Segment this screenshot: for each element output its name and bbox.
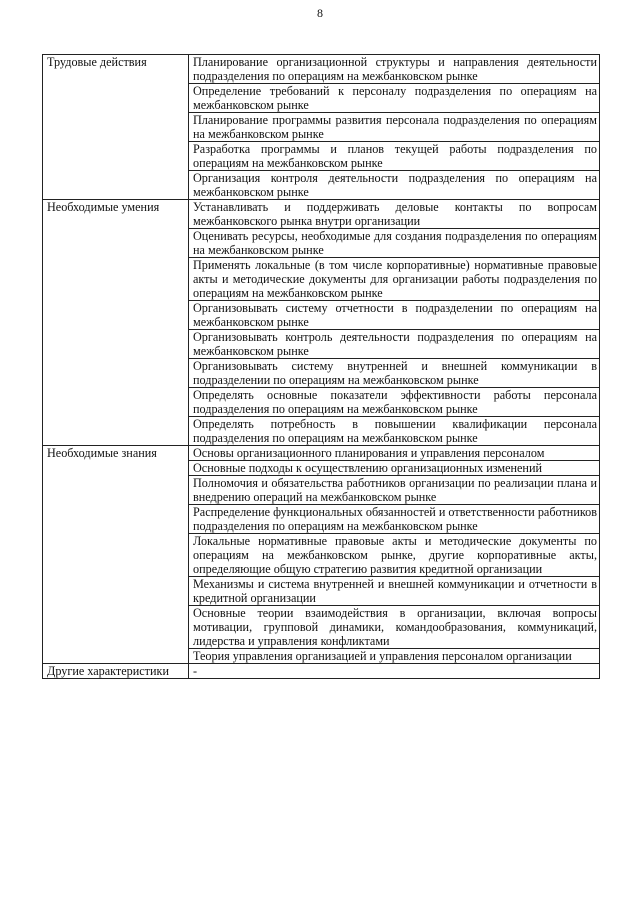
- section-item: Определять потребность в повышении квалификации персонала подразделения по операциям на межбанковском рынке: [189, 417, 600, 446]
- section-item: Локальные нормативные правовые акты и методические документы по операциям на межбанковском рынке, другие корпоративные акты, определяющие общую стратегию развития кредитной организации: [189, 534, 600, 577]
- section-item: Организация контроля деятельности подразделения по операциям на межбанковском рынке: [189, 171, 600, 200]
- section-item: Организовывать контроль деятельности подразделения по операциям на межбанковском рынке: [189, 330, 600, 359]
- section-label: Необходимые умения: [43, 200, 189, 446]
- section-item: Определять основные показатели эффективности работы персонала подразделения по операциям на межбанковском рынке: [189, 388, 600, 417]
- table-row: [43, 55, 600, 84]
- section-item: Теория управления организацией и управления персоналом организации: [189, 649, 600, 664]
- section-item: Механизмы и система внутренней и внешней коммуникации и отчетности в кредитной организации: [189, 577, 600, 606]
- section-item: Организовывать систему отчетности в подразделении по операциям на межбанковском рынке: [189, 301, 600, 330]
- table-body: [43, 55, 600, 679]
- table-row: [43, 664, 600, 679]
- section-item: Разработка программы и планов текущей работы подразделения по операциям на межбанковском рынке: [189, 142, 600, 171]
- section-label: Другие характеристики: [43, 664, 189, 679]
- page-number: 8: [317, 6, 323, 20]
- section-item: -: [189, 664, 600, 679]
- section-item: Устанавливать и поддерживать деловые контакты по вопросам межбанковского рынка внутри организации: [189, 200, 600, 229]
- section-item: Основные подходы к осуществлению организационных изменений: [189, 461, 600, 476]
- section-label: Трудовые действия: [43, 55, 189, 200]
- table-row: [43, 446, 600, 461]
- section-item: Применять локальные (в том числе корпоративные) нормативные правовые акты и методические документы для организации работы подразделения по операциям на межбанковском рынке: [189, 258, 600, 301]
- section-label: Необходимые знания: [43, 446, 189, 664]
- section-item: Оценивать ресурсы, необходимые для создания подразделения по операциям на межбанковском рынке: [189, 229, 600, 258]
- section-item: Основы организационного планирования и управления персоналом: [189, 446, 600, 461]
- section-item: Планирование программы развития персонала подразделения по операциям на межбанковском рынке: [189, 113, 600, 142]
- section-item: Распределение функциональных обязанностей и ответственности работников подразделения по операциям на межбанковском рынке: [189, 505, 600, 534]
- section-item: Организовывать систему внутренней и внешней коммуникации в подразделении по операциям на межбанковском рынке: [189, 359, 600, 388]
- table-row: [43, 200, 600, 229]
- characteristics-table: [42, 54, 600, 679]
- section-item: Планирование организационной структуры и направления деятельности подразделения по операциям на межбанковском рынке: [189, 55, 600, 84]
- section-item: Определение требований к персоналу подразделения по операциям на межбанковском рынке: [189, 84, 600, 113]
- section-item: Основные теории взаимодействия в организации, включая вопросы мотивации, групповой динамики, командообразования, коммуникаций, лидерства и управления конфликтами: [189, 606, 600, 649]
- section-item: Полномочия и обязательства работников организации по реализации плана и внедрению операций на межбанковском рынке: [189, 476, 600, 505]
